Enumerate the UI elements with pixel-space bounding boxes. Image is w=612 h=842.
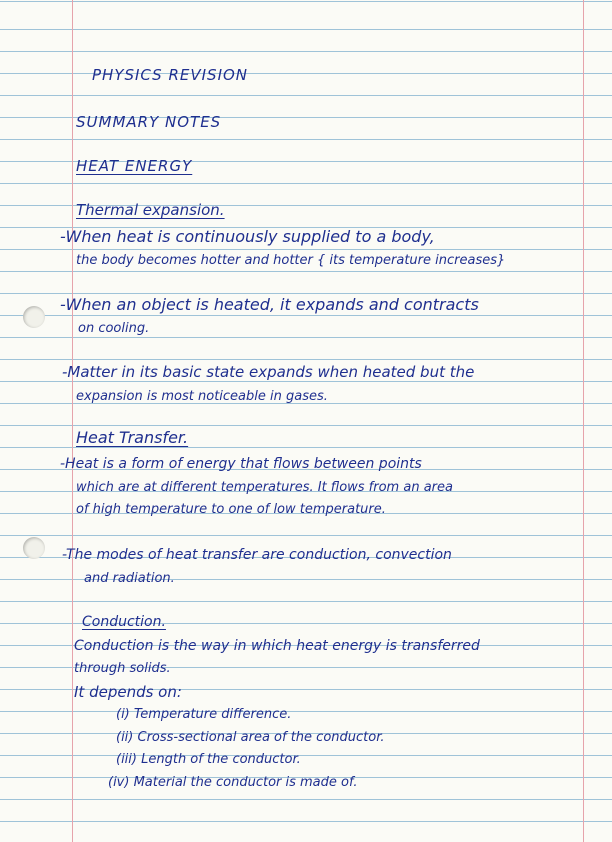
thermal-p1-line1: -When heat is continuously supplied to a body, (60, 227, 435, 246)
right-margin-line (583, 0, 584, 842)
left-margin-line (72, 0, 73, 842)
conduction-factor-1: (i) Temperature difference. (116, 707, 292, 722)
thermal-p3-line2: expansion is most noticeable in gases. (76, 389, 328, 404)
thermal-expansion-heading: Thermal expansion. (76, 201, 225, 219)
conduction-factor-4: (iv) Material the conductor is made of. (108, 775, 358, 790)
thermal-p2-line1: -When an object is heated, it expands and contracts (60, 295, 479, 314)
transfer-p2-line1: -The modes of heat transfer are conduction, convection (62, 547, 452, 563)
conduction-factor-3: (iii) Length of the conductor. (116, 752, 301, 767)
page-subtitle: SUMMARY NOTES (76, 113, 222, 131)
punch-hole-top (23, 306, 45, 328)
conduction-line1: Conduction is the way in which heat energy is transferred (74, 638, 480, 654)
transfer-p2-line2: and radiation. (84, 571, 175, 586)
transfer-p1-line1: -Heat is a form of energy that flows between points (60, 456, 422, 472)
heat-transfer-heading: Heat Transfer. (76, 428, 189, 447)
conduction-line2: through solids. (74, 661, 171, 676)
thermal-p2-line2: on cooling. (78, 321, 150, 336)
conduction-factor-2: (ii) Cross-sectional area of the conductor. (116, 730, 385, 745)
thermal-p3-line1: -Matter in its basic state expands when heated but the (62, 363, 475, 381)
conduction-heading: Conduction. (82, 614, 166, 630)
thermal-p1-line2: the body becomes hotter and hotter { its temperature increases} (76, 253, 506, 268)
transfer-p1-line2: which are at different temperatures. It flows from an area (76, 480, 453, 495)
page-title: PHYSICS REVISION (92, 66, 249, 84)
topic-heading: HEAT ENERGY (76, 157, 193, 175)
conduction-line3: It depends on: (74, 683, 182, 701)
transfer-p1-line3: of high temperature to one of low temperature. (76, 502, 386, 517)
punch-hole-bottom (23, 537, 45, 559)
